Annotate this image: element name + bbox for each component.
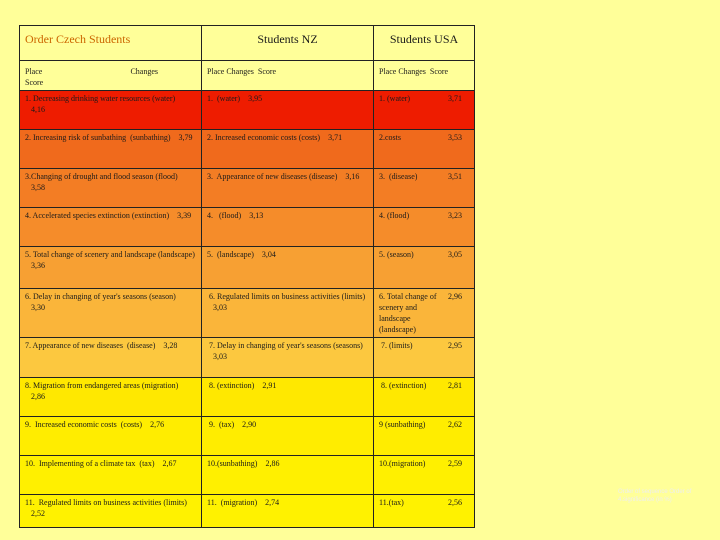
- header-row: [20, 26, 475, 61]
- cell-us: [374, 495, 475, 528]
- cell-score: 3,79: [178, 133, 193, 142]
- cell-text: 9. (tax): [207, 420, 235, 429]
- cell-score: 3,71: [328, 133, 343, 142]
- cell-score: 3,03: [213, 303, 227, 312]
- cell-cz: [20, 91, 202, 130]
- cell-cz: [20, 456, 202, 495]
- cell-score: 3,23: [448, 211, 462, 220]
- cell-cz: [20, 289, 202, 338]
- cell-us: [374, 208, 475, 247]
- cell-us: [374, 338, 475, 378]
- cell-score: 2,59: [448, 459, 462, 468]
- cell-text: 2.costs: [379, 133, 401, 142]
- cell-text: 5. Total change of scenery and landscape (landscape): [25, 250, 195, 259]
- cell-score: 2,56: [448, 498, 462, 507]
- cell-cz: [20, 247, 202, 289]
- cell-score: 4,16: [31, 105, 45, 114]
- cell-score: 3,95: [248, 94, 263, 103]
- cell-score: 3,53: [448, 133, 462, 142]
- cell-text: 6. Total change of scenery and landscape (landscape): [379, 292, 439, 334]
- cell-text: 1. (water): [207, 94, 241, 103]
- table-row: [20, 378, 475, 417]
- cell-score: 2,62: [448, 420, 462, 429]
- cell-score: 3,51: [448, 172, 462, 181]
- cell-text: 11. Regulated limits on business activities (limits): [25, 498, 187, 507]
- cell-text: 2. Increased economic costs (costs): [207, 133, 321, 142]
- cell-us: [374, 169, 475, 208]
- col-title-usa: Students USA: [374, 26, 475, 61]
- cell-text: 10.(sunbathing): [207, 459, 258, 468]
- cell-us: [374, 378, 475, 417]
- cell-score: 2,52: [31, 509, 45, 518]
- cell-text: 8. (extinction): [207, 381, 255, 390]
- cell-nz: [202, 208, 374, 247]
- cell-text: 6. Delay in changing of year's seasons (season): [25, 292, 176, 301]
- cell-text: 8. (extinction): [379, 381, 427, 390]
- cell-text: 10.(migration): [379, 459, 426, 468]
- cell-text: 8. Migration from endangered areas (migration): [25, 381, 179, 390]
- cell-text: 4. (flood): [207, 211, 242, 220]
- cell-us: [374, 456, 475, 495]
- cell-score: 2,86: [31, 392, 45, 401]
- cell-score: 2,86: [265, 459, 280, 468]
- cell-nz: [202, 456, 374, 495]
- cell-text: 3. Appearance of new diseases (disease): [207, 172, 338, 181]
- cell-score: 3,58: [31, 183, 45, 192]
- cell-us: [374, 247, 475, 289]
- cell-score: 3,04: [261, 250, 276, 259]
- subheader-place: Place: [25, 67, 43, 76]
- cell-text: 4. (flood): [379, 211, 410, 220]
- cell-text: 9. Increased economic costs (costs): [25, 420, 143, 429]
- table-row: [20, 417, 475, 456]
- cell-text: 2. Increasing risk of sunbathing (sunbathing): [25, 133, 171, 142]
- cell-cz: [20, 495, 202, 528]
- cell-cz: [20, 208, 202, 247]
- cell-nz: [202, 338, 374, 378]
- cell-score: 2,74: [265, 498, 280, 507]
- cell-score: 2,90: [242, 420, 257, 429]
- cell-score: 2,81: [448, 381, 462, 390]
- cell-nz: [202, 289, 374, 338]
- cell-score: 3,39: [177, 211, 192, 220]
- table-row: [20, 130, 475, 169]
- cell-score: 3,71: [448, 94, 462, 103]
- subheader-czech: [20, 61, 202, 91]
- cell-score: 3,13: [249, 211, 264, 220]
- cell-text: 11. (migration): [207, 498, 258, 507]
- cell-cz: [20, 378, 202, 417]
- cell-nz: [202, 91, 374, 130]
- table-row: [20, 289, 475, 338]
- cell-us: [374, 289, 475, 338]
- col-title-czech: Order Czech Students: [20, 26, 202, 61]
- cell-text: 11.(tax): [379, 498, 404, 507]
- cell-text: 1. Decreasing drinking water resources (water): [25, 94, 176, 103]
- subheader-row: [20, 61, 475, 91]
- cell-text: 7. (limits): [379, 341, 413, 350]
- cell-us: [374, 417, 475, 456]
- cell-text: 1. (water): [379, 94, 411, 103]
- cell-text: 5. (landscape): [207, 250, 254, 259]
- cell-score: 2,95: [448, 341, 462, 350]
- cell-text: 3.Changing of drought and flood season (flood): [25, 172, 178, 181]
- footnote: Order of sequence Order of 4.significance (in %): [618, 489, 692, 503]
- cell-cz: [20, 417, 202, 456]
- cell-us: [374, 130, 475, 169]
- cell-score: 3,03: [213, 352, 227, 361]
- subheader-score: Score: [25, 78, 44, 87]
- table-row: [20, 208, 475, 247]
- cell-score: 2,76: [150, 420, 165, 429]
- cell-text: 10. Implementing of a climate tax (tax): [25, 459, 155, 468]
- cell-text: 3. (disease): [379, 172, 418, 181]
- cell-text: 4. Accelerated species extinction (extinction): [25, 211, 170, 220]
- cell-nz: [202, 495, 374, 528]
- cell-cz: [20, 169, 202, 208]
- cell-text: 7. Delay in changing of year's seasons (seasons): [207, 341, 363, 350]
- table-row: [20, 91, 475, 130]
- cell-text: 5. (season): [379, 250, 414, 259]
- cell-text: 7. Appearance of new diseases (disease): [25, 341, 156, 350]
- table-row: [20, 338, 475, 378]
- table-row: [20, 495, 475, 528]
- cell-score: 3,28: [163, 341, 178, 350]
- col-title-nz: Students NZ: [202, 26, 374, 61]
- cell-cz: [20, 338, 202, 378]
- cell-score: 2,96: [448, 292, 462, 301]
- cell-score: 3,30: [31, 303, 45, 312]
- cell-nz: [202, 247, 374, 289]
- cell-text: 9 (sunbathing): [379, 420, 426, 429]
- table-row: [20, 247, 475, 289]
- cell-nz: [202, 378, 374, 417]
- table-row: [20, 169, 475, 208]
- table-row: [20, 456, 475, 495]
- cell-nz: [202, 417, 374, 456]
- cell-score: 3,36: [31, 261, 45, 270]
- cell-nz: [202, 169, 374, 208]
- cell-score: 2,67: [162, 459, 177, 468]
- cell-cz: [20, 130, 202, 169]
- rankings-table: [19, 25, 475, 528]
- cell-text: 6. Regulated limits on business activities (limits): [207, 292, 366, 301]
- cell-nz: [202, 130, 374, 169]
- subheader-usa: Place Changes Score: [374, 61, 475, 91]
- cell-score: 2,91: [262, 381, 277, 390]
- subheader-changes: Changes: [130, 67, 158, 76]
- cell-us: [374, 91, 475, 130]
- cell-score: 3,16: [345, 172, 360, 181]
- subheader-nz: Place Changes Score: [202, 61, 374, 91]
- cell-score: 3,05: [448, 250, 462, 259]
